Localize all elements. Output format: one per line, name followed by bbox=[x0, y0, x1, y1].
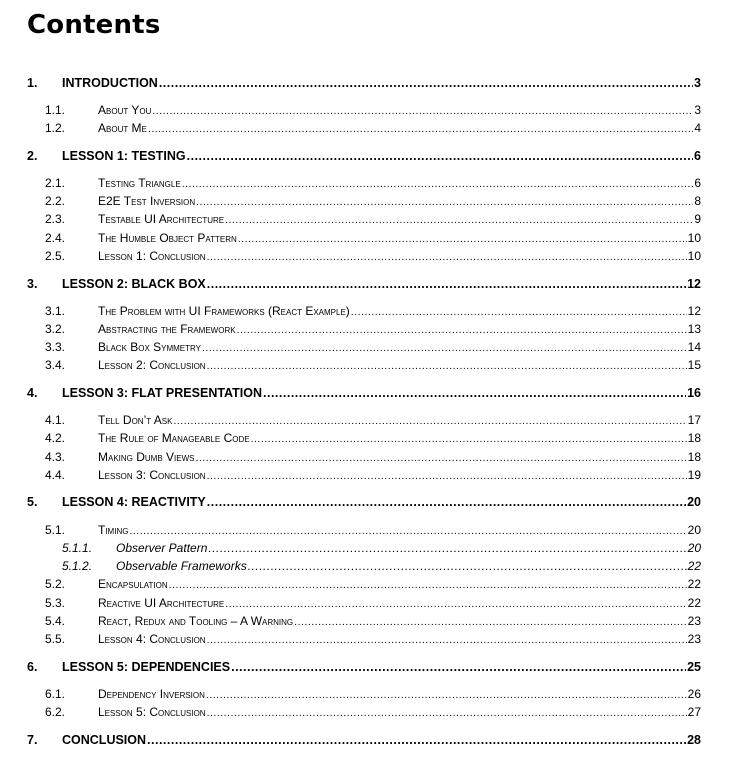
toc-chapter[interactable] bbox=[0, 660, 730, 678]
toc-label: Reactive UI Architecture bbox=[98, 596, 225, 610]
toc-leader-dots bbox=[182, 178, 694, 190]
toc-number: 7. bbox=[27, 733, 38, 747]
toc-entry[interactable] bbox=[98, 705, 701, 719]
toc-number: 4.3. bbox=[45, 450, 66, 464]
toc-page-number: 28 bbox=[687, 733, 701, 747]
toc-number: 4.4. bbox=[45, 468, 66, 482]
toc-section[interactable] bbox=[0, 194, 730, 212]
toc-entry[interactable] bbox=[98, 322, 701, 336]
toc-leader-dots bbox=[207, 634, 687, 646]
toc-page-number: 22 bbox=[687, 596, 701, 610]
toc-section[interactable] bbox=[0, 358, 730, 376]
toc-entry[interactable] bbox=[98, 304, 701, 318]
toc-leader-dots bbox=[159, 76, 693, 90]
toc-label: Lesson 5: Conclusion bbox=[98, 705, 206, 719]
toc-page-number: 12 bbox=[687, 304, 701, 318]
toc-leader-dots bbox=[207, 470, 687, 482]
toc-chapter[interactable] bbox=[0, 733, 730, 751]
toc-number: 4.1. bbox=[45, 413, 66, 427]
toc-label: Making Dumb Views bbox=[98, 450, 195, 464]
toc-section[interactable] bbox=[0, 468, 730, 486]
toc-page-number: 3 bbox=[694, 76, 701, 90]
toc-section[interactable] bbox=[0, 705, 730, 723]
toc-label: Black Box Symmetry bbox=[98, 340, 201, 354]
toc-section[interactable] bbox=[0, 231, 730, 249]
toc-entry[interactable] bbox=[98, 231, 701, 245]
toc-leader-dots bbox=[231, 660, 686, 674]
toc-leader-dots bbox=[237, 324, 687, 336]
toc-label: Tell Don’t Ask bbox=[98, 413, 173, 427]
toc-label: Testing Triangle bbox=[98, 176, 181, 190]
toc-section[interactable] bbox=[0, 687, 730, 705]
toc-section[interactable] bbox=[0, 413, 730, 431]
toc-page-number: 15 bbox=[687, 358, 701, 372]
toc-page-number: 26 bbox=[687, 687, 701, 701]
toc-leader-dots bbox=[169, 579, 687, 591]
toc-page-number: 20 bbox=[687, 541, 701, 555]
toc-entry[interactable] bbox=[98, 194, 701, 208]
toc-label: Lesson 3: Conclusion bbox=[98, 468, 206, 482]
toc-number: 2.5. bbox=[45, 249, 66, 263]
toc-page-number: 10 bbox=[687, 249, 701, 263]
toc-leader-dots bbox=[187, 149, 693, 163]
toc-page-number: 9 bbox=[694, 212, 701, 226]
page-title: Contents bbox=[27, 10, 161, 40]
toc-section[interactable] bbox=[0, 121, 730, 139]
toc-entry[interactable] bbox=[62, 386, 701, 400]
toc-label: The Rule of Manageable Code bbox=[98, 431, 250, 445]
toc-page-number: 23 bbox=[687, 632, 701, 646]
toc-number: 2.1. bbox=[45, 176, 66, 190]
toc-section[interactable] bbox=[0, 431, 730, 449]
toc-number: 2.4. bbox=[45, 231, 66, 245]
toc-label: LESSON 1: TESTING bbox=[62, 149, 186, 163]
toc-number: 4.2. bbox=[45, 431, 66, 445]
toc-page-number: 20 bbox=[687, 523, 701, 537]
toc-number: 3.4. bbox=[45, 358, 66, 372]
toc-entry[interactable] bbox=[98, 523, 701, 537]
toc-entry[interactable] bbox=[98, 413, 701, 427]
toc-entry[interactable] bbox=[98, 358, 701, 372]
toc-chapter[interactable] bbox=[0, 386, 730, 404]
toc-label: INTRODUCTION bbox=[62, 76, 158, 90]
toc-section[interactable] bbox=[0, 450, 730, 468]
toc-number: 2.3. bbox=[45, 212, 66, 226]
toc-leader-dots bbox=[238, 233, 687, 245]
toc-number: 5. bbox=[27, 495, 38, 509]
toc-label: LESSON 2: BLACK BOX bbox=[62, 277, 206, 291]
toc-chapter[interactable] bbox=[0, 76, 730, 94]
toc-number: 3.3. bbox=[45, 340, 66, 354]
toc-label: LESSON 3: FLAT PRESENTATION bbox=[62, 386, 263, 400]
toc-number: 3. bbox=[27, 277, 38, 291]
toc-entry[interactable] bbox=[98, 212, 701, 226]
toc-label: About You bbox=[98, 103, 152, 117]
toc-section[interactable] bbox=[0, 340, 730, 358]
toc-label: Lesson 2: Conclusion bbox=[98, 358, 206, 372]
toc-leader-dots bbox=[225, 214, 693, 226]
toc-number: 5.3. bbox=[45, 596, 66, 610]
toc-entry[interactable] bbox=[98, 450, 701, 464]
toc-section[interactable] bbox=[0, 614, 730, 632]
toc-leader-dots bbox=[263, 386, 686, 400]
toc-page-number: 8 bbox=[694, 194, 701, 208]
toc-entry[interactable] bbox=[98, 468, 701, 482]
toc-page-number: 18 bbox=[687, 450, 701, 464]
toc-number: 2. bbox=[27, 149, 38, 163]
toc-entry[interactable] bbox=[62, 660, 701, 674]
toc-entry[interactable] bbox=[98, 687, 701, 701]
toc-label: Abstracting the Framework bbox=[98, 322, 236, 336]
toc-leader-dots bbox=[147, 733, 686, 747]
toc-page-number: 13 bbox=[687, 322, 701, 336]
toc-label: LESSON 5: DEPENDENCIES bbox=[62, 660, 231, 674]
toc-page-number: 14 bbox=[687, 340, 701, 354]
toc-page-number: 23 bbox=[687, 614, 701, 628]
toc-leader-dots bbox=[152, 105, 693, 117]
toc-entry[interactable] bbox=[98, 596, 701, 610]
toc-page-number: 4 bbox=[694, 121, 701, 135]
toc-section[interactable] bbox=[0, 596, 730, 614]
toc-section[interactable] bbox=[0, 322, 730, 340]
toc-page-number: 6 bbox=[694, 149, 701, 163]
toc-page-number: 25 bbox=[687, 660, 701, 674]
toc-leader-dots bbox=[207, 277, 686, 291]
toc-number: 6. bbox=[27, 660, 38, 674]
toc-label: Timing bbox=[98, 523, 129, 537]
toc-page-number: 22 bbox=[687, 559, 701, 573]
toc-section[interactable] bbox=[0, 523, 730, 541]
toc-section[interactable] bbox=[0, 304, 730, 322]
toc-number: 5.4. bbox=[45, 614, 66, 628]
toc-page-number: 12 bbox=[687, 277, 701, 291]
toc-entry[interactable] bbox=[98, 632, 701, 646]
toc-entry[interactable] bbox=[98, 121, 701, 135]
toc-label: React, Redux and Tooling – A Warning bbox=[98, 614, 294, 628]
toc-leader-dots bbox=[207, 251, 687, 263]
toc-number: 5.1. bbox=[45, 523, 66, 537]
toc-entry[interactable] bbox=[98, 577, 701, 591]
toc-entry[interactable] bbox=[98, 340, 701, 354]
toc-entry[interactable] bbox=[98, 176, 701, 190]
toc-leader-dots bbox=[202, 342, 687, 354]
toc-entry[interactable] bbox=[62, 76, 701, 90]
toc-label: E2E Test Inversion bbox=[98, 194, 196, 208]
toc-number: 5.5. bbox=[45, 632, 66, 646]
toc-entry[interactable] bbox=[62, 733, 701, 747]
toc-leader-dots bbox=[294, 616, 686, 628]
toc-leader-dots bbox=[225, 598, 686, 610]
toc-leader-dots bbox=[148, 123, 693, 135]
toc-page-number: 22 bbox=[687, 577, 701, 591]
toc-page-number: 6 bbox=[694, 176, 701, 190]
toc-number: 2.2. bbox=[45, 194, 66, 208]
toc-leader-dots bbox=[351, 306, 687, 318]
toc-entry[interactable] bbox=[98, 614, 701, 628]
toc-page-number: 18 bbox=[687, 431, 701, 445]
toc-label: Lesson 1: Conclusion bbox=[98, 249, 206, 263]
toc-section[interactable] bbox=[0, 249, 730, 267]
toc-page-number: 17 bbox=[687, 413, 701, 427]
toc-entry[interactable] bbox=[98, 103, 701, 117]
toc-section[interactable] bbox=[0, 103, 730, 121]
toc-label: The Problem with UI Frameworks (React Example) bbox=[98, 304, 350, 318]
toc-leader-dots bbox=[208, 541, 686, 555]
toc-label: Lesson 4: Conclusion bbox=[98, 632, 206, 646]
toc-entry[interactable] bbox=[62, 277, 701, 291]
toc-section[interactable] bbox=[0, 632, 730, 650]
toc-chapter[interactable] bbox=[0, 495, 730, 513]
toc-leader-dots bbox=[251, 433, 687, 445]
toc-label: CONCLUSION bbox=[62, 733, 147, 747]
toc-label: Encapsulation bbox=[98, 577, 168, 591]
toc-label: Dependency Inversion bbox=[98, 687, 205, 701]
toc-section[interactable] bbox=[0, 176, 730, 194]
toc-subsection[interactable] bbox=[0, 559, 730, 577]
toc-label: Observable Frameworks bbox=[116, 559, 247, 573]
toc-leader-dots bbox=[196, 196, 693, 208]
toc-leader-dots bbox=[195, 452, 686, 464]
toc-number: 6.2. bbox=[45, 705, 66, 719]
toc-label: LESSON 4: REACTIVITY bbox=[62, 495, 206, 509]
toc-leader-dots bbox=[207, 707, 687, 719]
toc-label: About Me bbox=[98, 121, 147, 135]
toc-leader-dots bbox=[207, 495, 686, 509]
toc-number: 4. bbox=[27, 386, 38, 400]
toc-number: 1.1. bbox=[45, 103, 66, 117]
toc-label: Observer Pattern bbox=[116, 541, 208, 555]
toc-number: 3.2. bbox=[45, 322, 66, 336]
toc-label: Testable UI Architecture bbox=[98, 212, 225, 226]
toc-section[interactable] bbox=[0, 212, 730, 230]
toc-number: 1. bbox=[27, 76, 38, 90]
toc-number: 5.1.1. bbox=[62, 541, 93, 555]
toc-leader-dots bbox=[207, 360, 687, 372]
toc-label: The Humble Object Pattern bbox=[98, 231, 237, 245]
toc-page-number: 27 bbox=[687, 705, 701, 719]
toc-chapter[interactable] bbox=[0, 149, 730, 167]
toc-leader-dots bbox=[129, 525, 686, 537]
toc-entry[interactable] bbox=[62, 495, 701, 509]
toc-subsection[interactable] bbox=[0, 541, 730, 559]
toc-number: 3.1. bbox=[45, 304, 66, 318]
toc-section[interactable] bbox=[0, 577, 730, 595]
toc-page-number: 19 bbox=[687, 468, 701, 482]
toc-leader-dots bbox=[206, 689, 687, 701]
toc-number: 5.2. bbox=[45, 577, 66, 591]
toc-page-number: 3 bbox=[694, 103, 701, 117]
toc-number: 5.1.2. bbox=[62, 559, 93, 573]
toc-entry[interactable] bbox=[62, 149, 701, 163]
toc-entry[interactable] bbox=[98, 249, 701, 263]
toc-leader-dots bbox=[173, 415, 686, 427]
toc-entry[interactable] bbox=[98, 431, 701, 445]
toc-number: 1.2. bbox=[45, 121, 66, 135]
toc-chapter[interactable] bbox=[0, 277, 730, 295]
toc-page-number: 16 bbox=[687, 386, 701, 400]
toc-entry[interactable] bbox=[116, 541, 701, 555]
toc-leader-dots bbox=[248, 559, 687, 573]
toc-entry[interactable] bbox=[116, 559, 701, 573]
toc-page-number: 20 bbox=[687, 495, 701, 509]
toc-number: 6.1. bbox=[45, 687, 66, 701]
toc-page-number: 10 bbox=[687, 231, 701, 245]
